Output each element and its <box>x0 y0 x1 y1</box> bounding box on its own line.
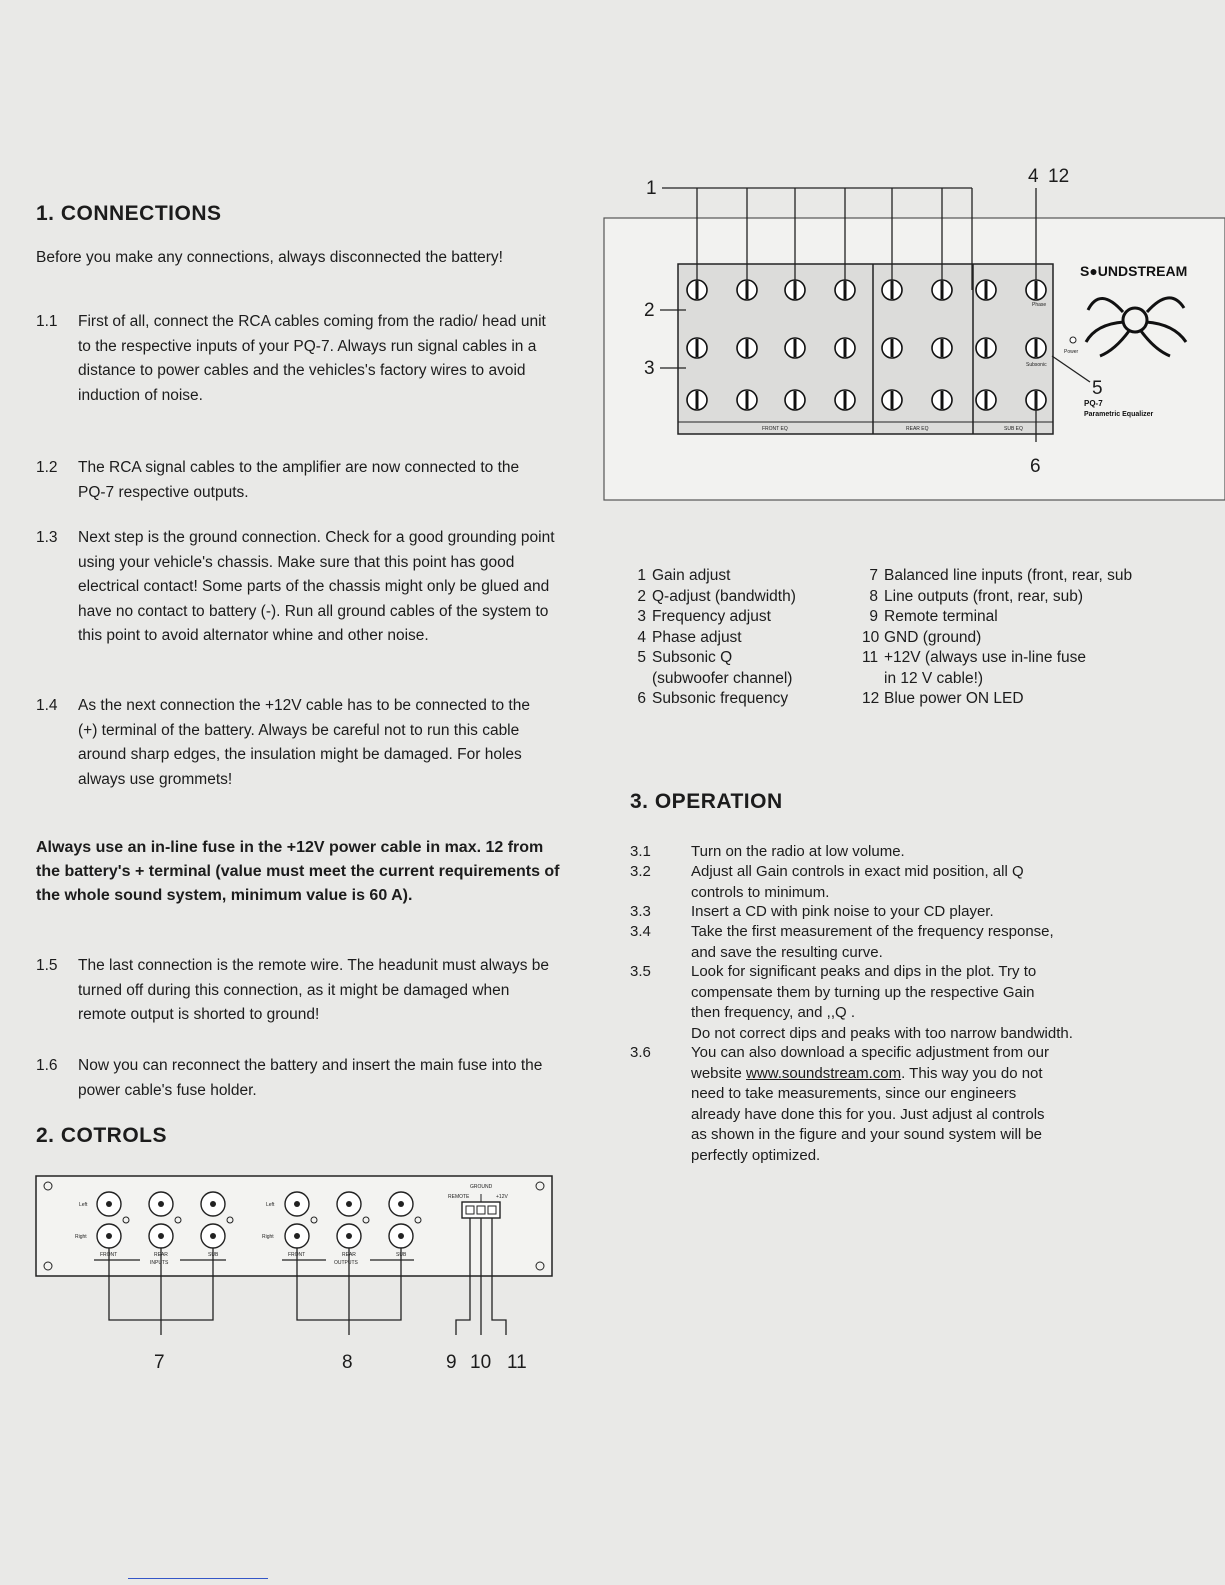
soundstream-link[interactable]: www.soundstream.com <box>746 1064 902 1082</box>
legend-row: 5 Subsonic Q <box>637 649 733 666</box>
item-text: Now you can reconnect the battery and insert the main fuse into the power cable's fuse holder. <box>78 1057 543 1099</box>
callout-7: 7 <box>154 1352 165 1373</box>
operation-item <box>630 962 1220 1046</box>
item-number: 1.4 <box>36 697 58 714</box>
callout-6: 6 <box>1030 456 1041 477</box>
row-label: Left <box>266 1202 275 1208</box>
operation-heading: 3. OPERATION <box>630 790 783 813</box>
connections-intro: Before you make any connections, always disconnected the battery! <box>36 249 503 266</box>
callout-9: 9 <box>446 1352 457 1373</box>
item-number: 3.4 <box>630 923 651 940</box>
item-text: You can also download a specific adjustment from our website www.soundstream.com. This way you do not need to take measurements, since our engineers already have done this for you. Just adjust al controls as shown in the figure and your sound system will be perfectly optimized. <box>691 1044 1049 1164</box>
legend-row: 12 Blue power ON LED <box>862 690 1024 707</box>
controls-heading: 2. COTROLS <box>36 1124 168 1147</box>
operation-item <box>630 1043 1220 1169</box>
legend-right <box>862 566 1222 710</box>
item-text: Turn on the radio at low volume. <box>691 843 905 860</box>
item-text: The last connection is the remote wire. The headunit must always be turned off during this connection, as it might be damaged when remote output is shorted to ground! <box>78 957 549 1023</box>
legend-row: 1 Gain adjust <box>637 567 731 584</box>
item-number: 3.3 <box>630 903 651 920</box>
callout-10: 10 <box>470 1352 492 1373</box>
legend-row: 4 Phase adjust <box>637 628 742 646</box>
item-number: 1.1 <box>36 313 58 330</box>
legend-row: 9 Remote terminal <box>869 608 998 625</box>
item-number: 3.2 <box>630 863 651 880</box>
power-terminal-block <box>462 1202 500 1218</box>
legend-row: 6 Subsonic frequency <box>637 690 789 707</box>
channel-label: REAR <box>154 1252 168 1258</box>
item-text: As the next connection the +12V cable has to be connected to the (+) terminal of the battery. Always be careful not to run this cable around sharp edges, the insulation might be damaged. For holes always use grommets! <box>78 697 530 788</box>
channel-label: REAR <box>342 1252 356 1258</box>
group-label: INPUTS <box>150 1260 169 1266</box>
item-text: First of all, connect the RCA cables coming from the radio/ head unit to the respective inputs of your PQ-7. Always run signal cables in a distance to power cables and the vehicles's factory wires to avoid induction of noise. <box>78 313 546 404</box>
callout-4: 4 <box>1028 166 1039 187</box>
rear-panel-diagram <box>30 1170 560 1390</box>
legend-row: 10 GND (ground) <box>862 628 982 646</box>
item-text: Next step is the ground connection. Check for a good grounding point using your vehicle's chassis. Make sure that this point has good electrical contact! Some parts of the chassis might only be glued and have no contact to battery (-). Run all ground cables of the system to this point to avoid alternator whine and other noise. <box>78 529 555 644</box>
channel-label: FRONT <box>100 1252 118 1258</box>
item-number: 1.3 <box>36 529 58 546</box>
row-label: Right <box>75 1234 87 1240</box>
operation-item <box>630 862 1220 904</box>
operation-item <box>630 902 1220 923</box>
legend-row: 11 +12V (always use in-line fuse <box>862 649 1087 666</box>
model-name: PQ-7 <box>1084 399 1103 408</box>
row-label: Right <box>262 1234 274 1240</box>
callout-8: 8 <box>342 1352 353 1373</box>
callout-2: 2 <box>644 300 655 321</box>
power-led <box>1070 337 1076 343</box>
power-label: GROUND <box>470 1184 493 1190</box>
callout-11: 11 <box>507 1352 527 1373</box>
fuse-warning: Always use an in-line fuse in the +12V power cable in max. 12 from the battery's + terminal (value must meet the current requirements of the whole sound system, minimum value is 60 A). <box>36 839 560 904</box>
item-number: 3.1 <box>630 843 651 860</box>
operation-item <box>630 842 1220 863</box>
power-label: REMOTE <box>448 1194 470 1200</box>
legend-row: 3 Frequency adjust <box>637 608 771 625</box>
knob-label: Power <box>1064 349 1079 355</box>
group-label: OUTPUTS <box>334 1260 358 1266</box>
row-label: Left <box>79 1202 88 1208</box>
item-text: Insert a CD with pink noise to your CD player. <box>691 903 994 920</box>
item-number: 1.2 <box>36 459 58 476</box>
knob-label: Phase <box>1032 302 1047 308</box>
channel-label: SUB <box>208 1252 219 1258</box>
legend-left <box>630 566 860 710</box>
legend-row: in 12 V cable!) <box>884 669 984 687</box>
callout-12: 12 <box>1048 166 1070 187</box>
connections-heading: 1. CONNECTIONS <box>36 202 222 225</box>
section-label: REAR EQ <box>906 426 929 432</box>
bottom-link-underline <box>128 1578 268 1579</box>
power-label: +12V <box>496 1194 508 1200</box>
channel-label: FRONT <box>288 1252 306 1258</box>
legend-row: 8 Line outputs (front, rear, sub) <box>869 587 1084 605</box>
item-text: Adjust all Gain controls in exact mid position, all Q controls to minimum. <box>691 863 1024 901</box>
section-label: FRONT EQ <box>762 426 788 432</box>
item-number: 1.6 <box>36 1057 58 1074</box>
model-subtitle: Parametric Equalizer <box>1084 411 1154 418</box>
callout-3: 3 <box>644 358 655 379</box>
legend-row: (subwoofer channel) <box>652 669 793 687</box>
legend-row: 7 Balanced line inputs (front, rear, sub <box>869 567 1133 584</box>
callout-5: 5 <box>1092 378 1103 399</box>
item-text: Take the first measurement of the frequency response, and save the resulting curve. <box>691 923 1054 961</box>
legend-row: 2 Q-adjust (bandwidth) <box>637 587 796 605</box>
item-number: 1.5 <box>36 957 58 974</box>
item-number: 3.6 <box>630 1044 651 1061</box>
callout-1: 1 <box>646 178 657 199</box>
front-panel-diagram <box>600 160 1225 520</box>
knob-label: Subsonic <box>1026 362 1047 368</box>
channel-label: SUB <box>396 1252 407 1258</box>
brand-logo-text: S●UNDSTREAM <box>1080 263 1188 279</box>
operation-item <box>630 922 1220 964</box>
item-text: The RCA signal cables to the amplifier are now connected to the PQ-7 respective outputs. <box>78 459 520 501</box>
section-label: SUB EQ <box>1004 426 1023 432</box>
item-number: 3.5 <box>630 963 651 980</box>
item-text: Look for significant peaks and dips in the plot. Try to compensate them by turning up the respective Gain then frequency, and ,,Q . Do not correct dips and peaks with too narrow bandwidth. <box>691 963 1073 1042</box>
